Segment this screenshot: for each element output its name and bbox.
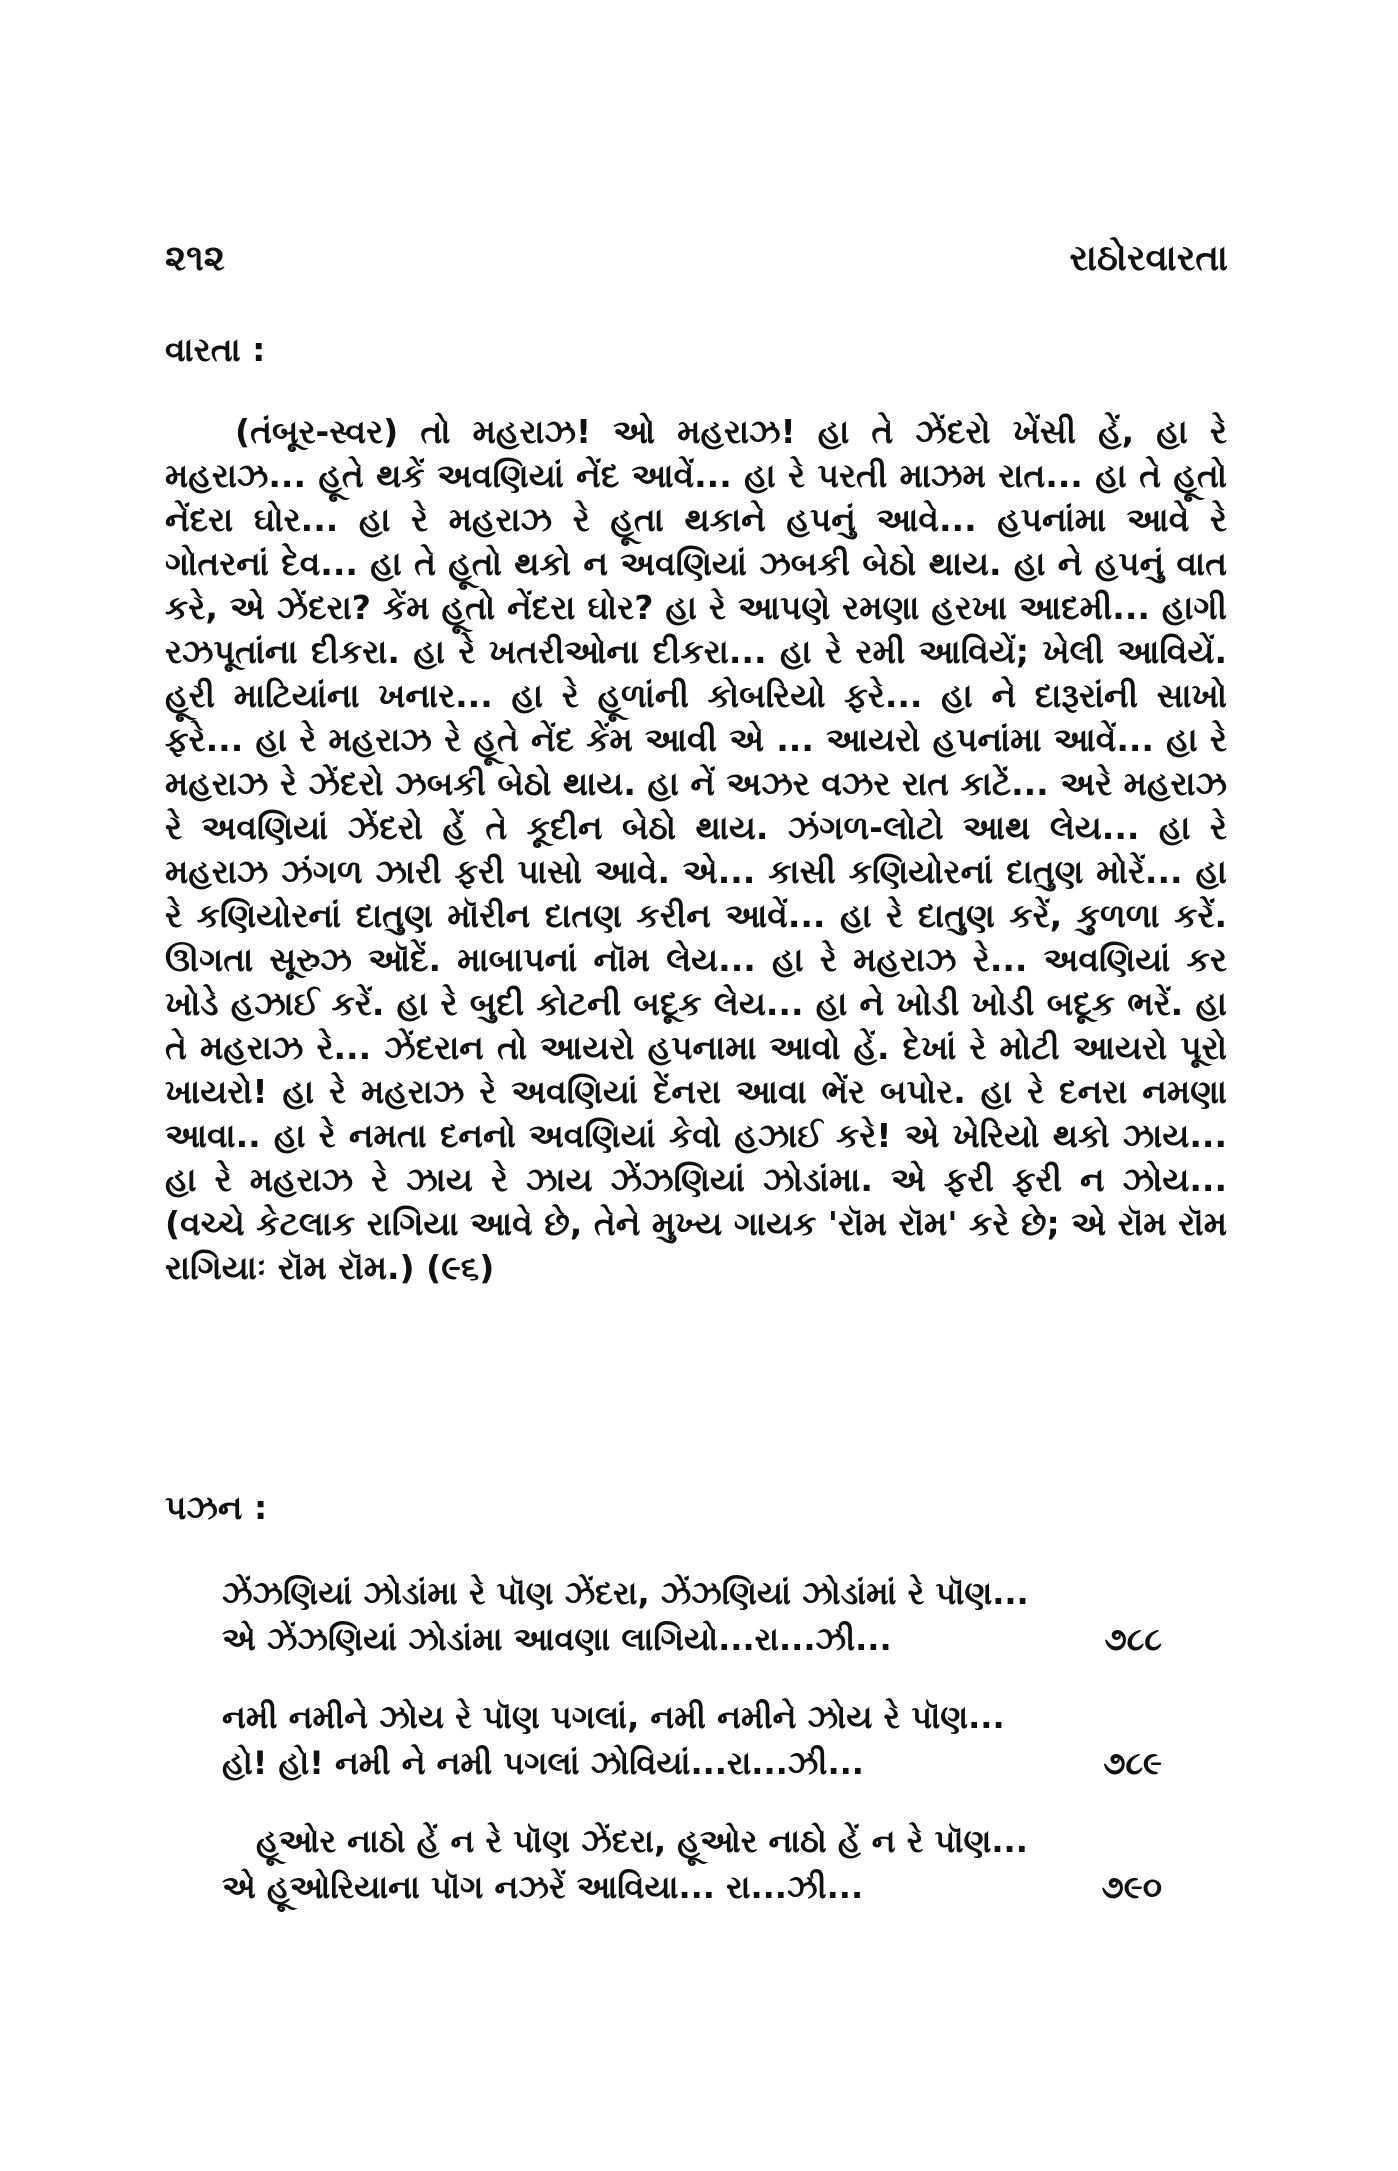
verse-line: હો! હો! નમી ને નમી પગલાં ઝોવિયાં...રા...ઝી... xyxy=(222,1744,864,1782)
verse-line: ઝેંઝણિયાં ઝોડાંમા રે પૉણ ઝેંદરા, ઝેંઝણિયાં ઝોડાંમાં રે પૉણ... xyxy=(222,1574,1029,1612)
verse-stanza xyxy=(222,1694,1222,1786)
running-title: રાઠોરવારતા xyxy=(1069,238,1228,279)
varta-section-label: વારતા : xyxy=(165,330,266,369)
verse-number: ૭૯૦ xyxy=(1101,1868,1162,1906)
page-number: ૨૧૨ xyxy=(165,238,225,279)
verse-line: એ હૂઓરિયાના પૉગ નઝરેં આવિયા... રા...ઝી... xyxy=(222,1868,864,1906)
page-header xyxy=(165,238,1228,288)
verse-number: ૭૮૯ xyxy=(1103,1744,1162,1782)
verse-stanza xyxy=(222,1570,1222,1662)
verse-line: નમી નમીને ઝોય રે પૉણ પગલાં, નમી નમીને ઝોય રે પૉણ... xyxy=(222,1698,1005,1736)
bhajan-verses xyxy=(222,1570,1222,1942)
varta-prose-paragraph: (તંબૂર-સ્વર) તો મહરાઝ! ઓ મહરાઝ! હા તે ઝેંદરો ખેંસી હેં, હા રે મહરાઝ... હૂતે થકેં અવણિયાં નેંદ આવેં... હા રે પરતી માઝમ રાત... હા તે હૂતો નેંદરા ઘોર... હા રે મહરાઝ રે હૂતા થકાને હપનું આવે... હપનાંમા આવે રે ગોતરનાં દેવ... હા તે હૂતો થકો ન અવણિયાં ઝબકી બેઠો થાય. હા ને હપનું વાત કરે, એ ઝેંદરા? કેંમ હૂતો નેંદરા ઘોર? હા રે આપણે રમણા હરખા આદમી... હાગી રઝપૂતાંના દીકરા. હા રે ખતરીઓના દીકરા... હા રે રમી આવિયેં; ખેલી આવિયેં. હૂરી માટિયાંના ખનાર... હા રે હૂળાંની કોબરિયો ફરે... હા ને દારૂરાંની સાખો ફરે... હા રે મહરાઝ રે હૂતે નેંદ કેંમ આવી એ ... આયરો હપનાંમા આવેં... હા રે મહરાઝ રે ઝેંદરો ઝબકી બેઠો થાય. હા નેં અઝર વઝર રાત કાટેં... અરે મહરાઝ રે અવણિયાં ઝેંદરો હેં તે કૂદીન બેઠો થાય. ઝંગળ-લોટો આથ લેય... હા રે મહરાઝ ઝંગળ ઝારી ફરી પાસો આવે. એ... કાસી કણિયોરનાં દાતુણ મોરેં... હા રે કણિયોરનાં દાતુણ મૉરીન દાતણ કરીન આવેં... હા રે દાતુણ કરેં, કુળળા કરેં. ઊગતા સૂરુઝ ઑદેં. માબાપનાં નૉમ લેય... હા રે મહરાઝ રે... અવણિયાં કર ખોડે હઝાઈ કરેં. હા રે બુદી કોટની બદૂક લેય... હા ને ખોડી ખોડી બદૂક ભરેં. હા તે મહરાઝ રે... ઝેંદરાન તો આયરો હપનામા આવો હેં. દેખાં રે મોટી આયરો પૂરો ખાયરો! હા રે મહરાઝ રે અવણિયાં દેંનરા આવા ભેંર બપોર. હા રે દનરા નમણા આવા.. હા રે નમતા દનનો અવણિયાં કેવો હઝાઈ કરે! એ ખેરિયો થકો ઝાય... હા રે મહરાઝ રે ઝાય રે ઝાય ઝેંઝણિયાં ઝોડાંમા. એ ફરી ફરી ન ઝોય... (વચ્ચે કેટલાક રાગિયા આવે છે, તેને મુખ્ય ગાયક 'રૉમ રૉમ' કરે છે; એ રૉમ રૉમ રાગિયાઃ રૉમ રૉમ.) (૯૬) xyxy=(165,412,1227,1287)
verse-number: ૭૮૮ xyxy=(1104,1620,1162,1658)
verse-stanza xyxy=(222,1818,1222,1910)
bhajan-section-label: પઝન : xyxy=(165,1488,268,1527)
verse-line: એ ઝેંઝણિયાં ઝોડાંમા આવણા લાગિયો...રા...ઝી... xyxy=(222,1620,892,1658)
verse-line: હૂઓર નાઠો હેં ન રે પૉણ ઝેંદરા, હૂઓર નાઠો હેં ન રે પૉણ... xyxy=(256,1822,1028,1860)
